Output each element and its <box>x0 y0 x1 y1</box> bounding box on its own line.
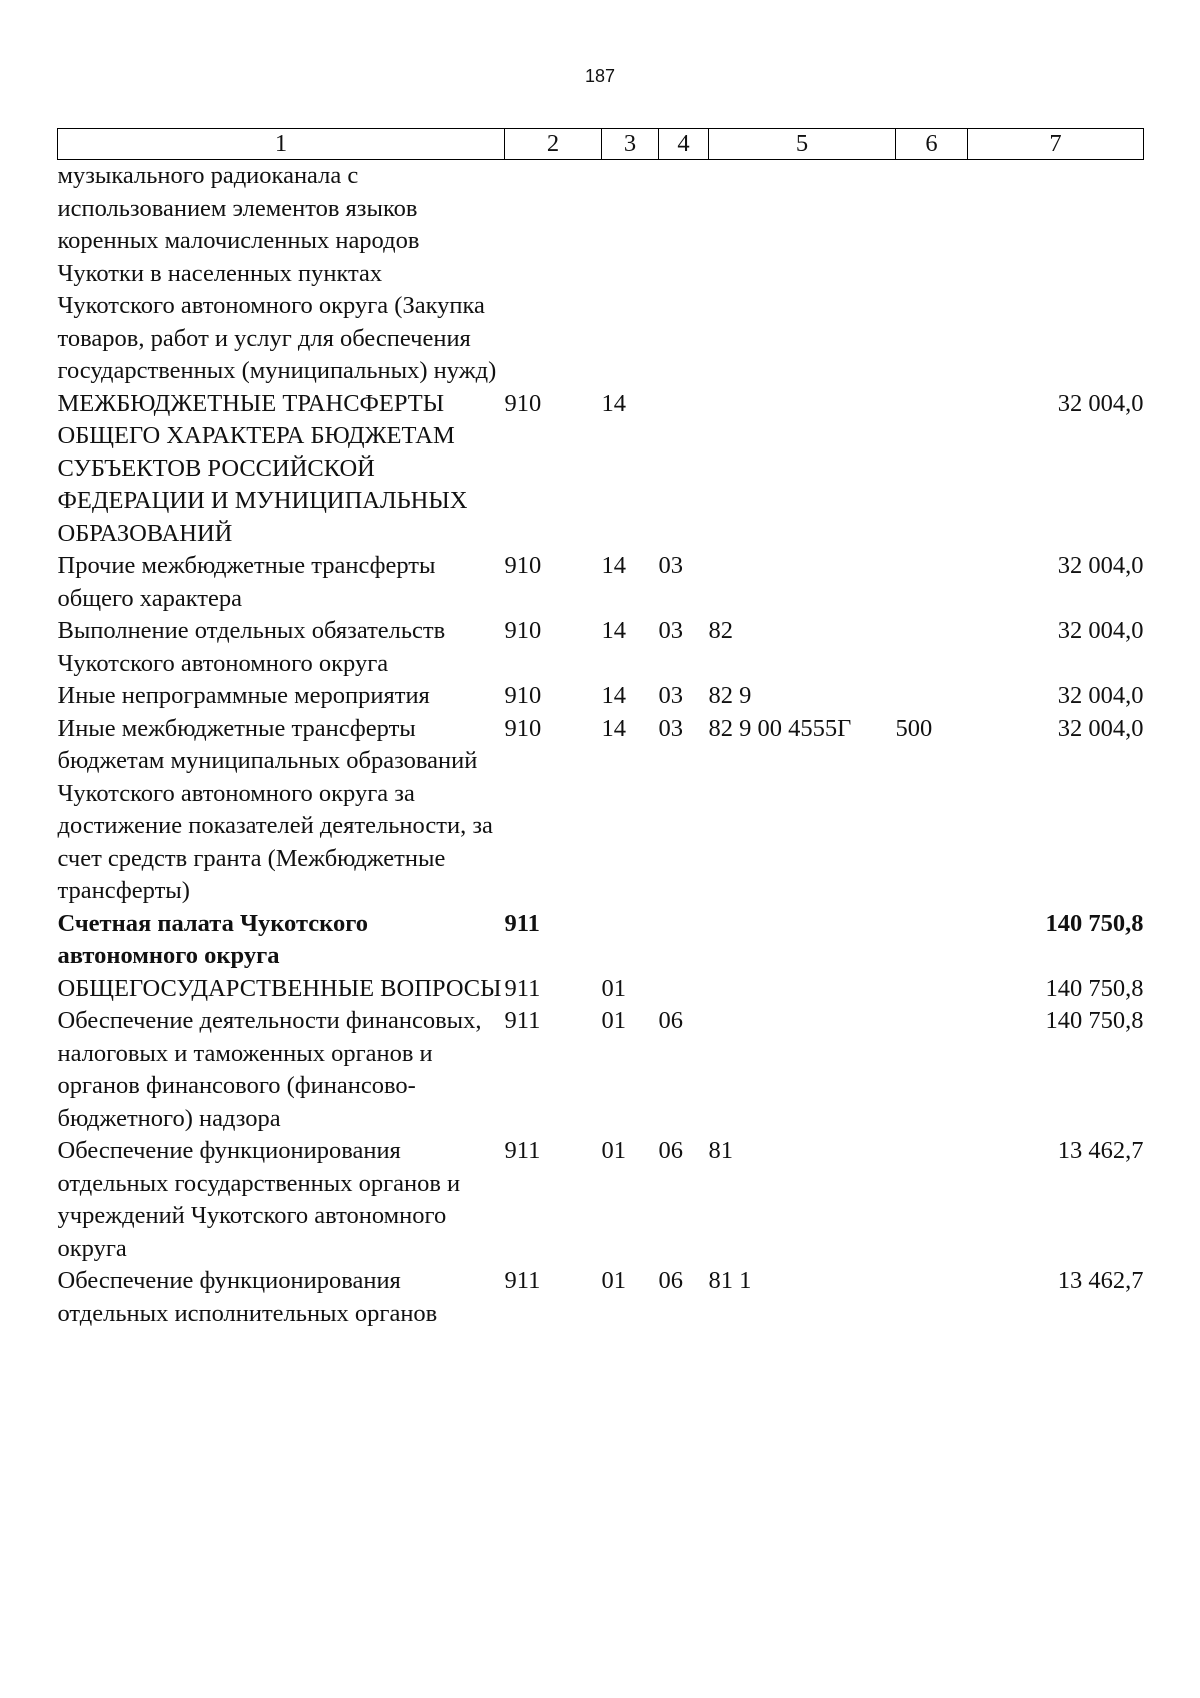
table-row <box>58 908 1144 973</box>
budget-table <box>57 128 1144 1330</box>
row-name: Выполнение отдельных обязательств Чукотского автономного округа <box>57 617 446 677</box>
code-gr: 911 <box>504 1267 541 1294</box>
code-vr <box>896 1005 968 1135</box>
page-number: 187 <box>584 66 616 86</box>
code-gr <box>505 160 602 388</box>
row-name: Счетная палата Чукотского автономного округа <box>57 909 368 969</box>
amount: 32 004,0 <box>1057 714 1144 742</box>
code-gr: 911 <box>504 1007 541 1034</box>
code-pr <box>659 388 709 551</box>
amount: 32 004,0 <box>1057 682 1144 709</box>
table-row <box>58 973 1144 1006</box>
code-pr: 06 <box>658 1007 683 1034</box>
code-pr: 03 <box>658 714 683 742</box>
amount: 32 004,0 <box>1057 552 1144 579</box>
code-gr: 911 <box>504 974 541 1002</box>
code-pr: 03 <box>658 552 683 579</box>
code-csr <box>709 1005 896 1135</box>
code-gr: 910 <box>504 714 542 742</box>
code-pr <box>659 160 709 388</box>
row-name: ОБЩЕГОСУДАРСТВЕННЫЕ ВОПРОСЫ <box>57 974 502 1002</box>
code-vr: 500 <box>895 714 933 742</box>
code-vr <box>896 680 968 713</box>
code-csr <box>709 388 896 551</box>
table-body <box>58 160 1144 1331</box>
code-csr <box>709 160 896 388</box>
code-pr <box>659 973 709 1006</box>
code-vr <box>896 973 968 1006</box>
code-pr: 06 <box>658 1137 683 1164</box>
code-rz: 01 <box>601 1007 626 1034</box>
code-vr <box>896 160 968 388</box>
row-name: Обеспечение деятельности финансовых, налоговых и таможенных органов и органов финансового (финансово-бюджетного) надзора <box>57 1007 482 1132</box>
code-rz: 01 <box>601 1137 626 1164</box>
table-row <box>58 713 1144 908</box>
code-pr: 06 <box>658 1267 683 1294</box>
code-rz: 14 <box>601 389 626 417</box>
code-rz <box>602 908 659 973</box>
amount: 32 004,0 <box>1057 389 1144 417</box>
table-row <box>58 550 1144 615</box>
code-rz: 14 <box>601 617 626 644</box>
code-rz: 14 <box>601 552 626 579</box>
amount: 140 750,8 <box>1045 974 1144 1002</box>
code-rz: 01 <box>601 974 626 1002</box>
table-row <box>58 1005 1144 1135</box>
column-header: 2 <box>505 129 602 160</box>
row-name: Обеспечение функционирования отдельных исполнительных органов <box>57 1267 438 1327</box>
row-name: МЕЖБЮДЖЕТНЫЕ ТРАНСФЕРТЫ ОБЩЕГО ХАРАКТЕРА БЮДЖЕТАМ СУБЪЕКТОВ РОССИЙСКОЙ ФЕДЕРАЦИИ И МУНИЦИПАЛЬНЫХ ОБРАЗОВАНИЙ <box>57 389 468 547</box>
amount: 13 462,7 <box>1057 1137 1144 1164</box>
amount: 32 004,0 <box>1057 617 1144 644</box>
code-rz: 14 <box>601 714 626 742</box>
code-gr: 910 <box>504 617 542 644</box>
code-rz <box>602 160 659 388</box>
code-rz: 14 <box>601 682 626 709</box>
column-header: 1 <box>58 129 505 160</box>
code-vr <box>896 908 968 973</box>
code-gr: 911 <box>504 909 540 937</box>
column-header-row <box>58 129 1144 160</box>
table-row <box>58 615 1144 680</box>
code-vr <box>896 1135 968 1265</box>
column-header: 3 <box>602 129 659 160</box>
row-name: Прочие межбюджетные трансферты общего характера <box>57 552 436 612</box>
amount <box>968 160 1144 388</box>
code-vr <box>896 388 968 551</box>
code-gr: 910 <box>504 552 542 579</box>
code-csr: 81 <box>708 1137 733 1164</box>
code-pr: 03 <box>658 617 683 644</box>
amount: 13 462,7 <box>1057 1267 1144 1294</box>
code-gr: 910 <box>504 682 542 709</box>
table-row <box>58 160 1144 388</box>
row-name: Иные непрограммные мероприятия <box>57 682 430 709</box>
column-header: 7 <box>968 129 1144 160</box>
code-csr: 82 <box>708 617 733 644</box>
code-vr <box>896 615 968 680</box>
amount: 140 750,8 <box>1045 909 1144 937</box>
code-csr <box>709 550 896 615</box>
code-csr: 81 1 <box>708 1267 752 1294</box>
code-gr: 911 <box>504 1137 541 1164</box>
row-name: музыкального радиоканала с использованием элементов языков коренных малочисленных народов Чукотки в населенных пунктах Чукотского автономного округа (Закупка товаров, работ и услуг для обеспечения государственных (муниципальных) нужд) <box>57 162 497 384</box>
table-row <box>58 1265 1144 1330</box>
code-csr: 82 9 00 4555Г <box>708 714 852 742</box>
row-name: Обеспечение функционирования отдельных государственных органов и учреждений Чукотского автономного округа <box>57 1137 461 1262</box>
table-row <box>58 680 1144 713</box>
table-row <box>58 388 1144 551</box>
code-csr <box>709 908 896 973</box>
code-gr: 910 <box>504 389 542 417</box>
code-csr <box>709 973 896 1006</box>
column-header: 4 <box>659 129 709 160</box>
code-rz: 01 <box>601 1267 626 1294</box>
column-header: 5 <box>709 129 896 160</box>
amount: 140 750,8 <box>1045 1007 1144 1034</box>
row-name: Иные межбюджетные трансферты бюджетам муниципальных образований Чукотского автономного округа за достижение показателей деятельности, за счет средств гранта (Межбюджетные трансферты) <box>57 714 493 904</box>
code-pr <box>659 908 709 973</box>
code-vr <box>896 550 968 615</box>
column-header: 6 <box>896 129 968 160</box>
code-vr <box>896 1265 968 1330</box>
code-csr: 82 9 <box>708 682 752 709</box>
table-row <box>58 1135 1144 1265</box>
code-pr: 03 <box>658 682 683 709</box>
